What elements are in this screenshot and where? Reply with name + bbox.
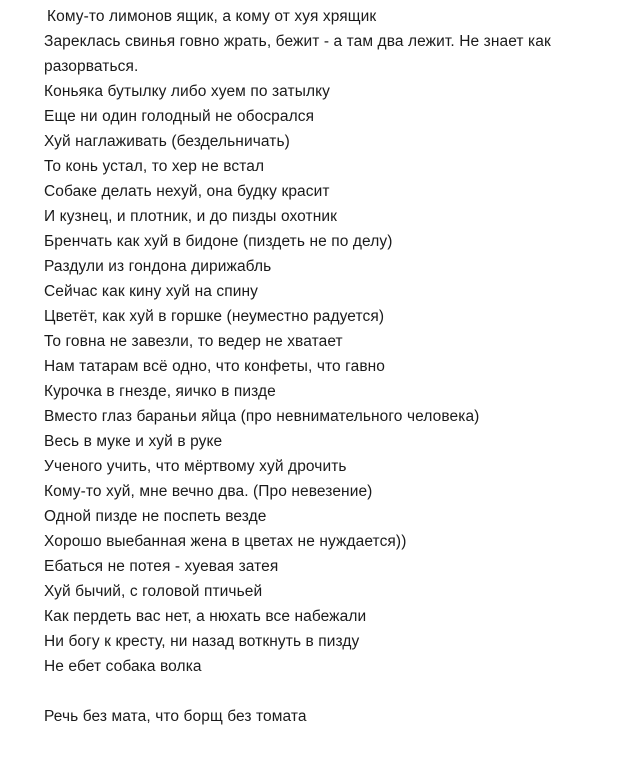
note-line: Еще ни один голодный не обосрался [44,108,315,125]
note-line: Хорошо выебанная жена в цветах не нуждается)) [44,533,407,550]
note-line: То конь устал, то хер не встал [44,158,265,175]
paragraph-gap [44,679,624,704]
note-line: Нам татарам всё одно, что конфеты, что гавно [44,358,386,375]
note-line: Кому-то лимонов ящик, а кому от хуя хрящик [47,8,377,25]
note-line: Весь в муке и хуй в руке [44,433,223,450]
note-line: Ебаться не потея - хуевая затея [44,558,279,575]
closing-line: Речь без мата, что борщ без томата [44,708,307,725]
note-body [44,4,624,729]
note-line: Бренчать как хуй в бидоне (пиздеть не по делу) [44,233,393,250]
note-line: Коньяка бутылку либо хуем по затылку [44,83,331,100]
note-line: Как пердеть вас нет, а нюхать все набежали [44,608,367,625]
note-line: Кому-то хуй, мне вечно два. (Про невезение) [44,483,373,500]
note-line: Хуй бычий, с головой птичьей [44,583,263,600]
note-line: Одной пизде не поспеть везде [44,508,267,525]
note-line: Ни богу к кресту, ни назад воткнуть в пизду [44,633,360,650]
note-line: Ученого учить, что мёртвому хуй дрочить [44,458,347,475]
note-line: Собаке делать нехуй, она будку красит [44,183,330,200]
note-line: Раздули из гондона дирижабль [44,258,272,275]
note-line: И кузнец, и плотник, и до пизды охотник [44,208,338,225]
note-line: Вместо глаз бараньи яйца (про невнимательного человека) [44,408,480,425]
note-line: То говна не завезли, то ведер не хватает [44,333,343,350]
scroll-cutoff-fade [0,0,640,6]
note-line: Курочка в гнезде, яичко в пизде [44,383,276,400]
note-line: Не ебет собака волка [44,658,202,675]
note-line: Хуй наглаживать (бездельничать) [44,133,290,150]
note-line: Сейчас как кину хуй на спину [44,283,258,300]
note-line: Зареклась свинья говно жрать, бежит - а там два лежит. Не знает как разорваться. [44,33,551,75]
note-line: Цветёт, как хуй в горшке (неуместно радуется) [44,308,385,325]
